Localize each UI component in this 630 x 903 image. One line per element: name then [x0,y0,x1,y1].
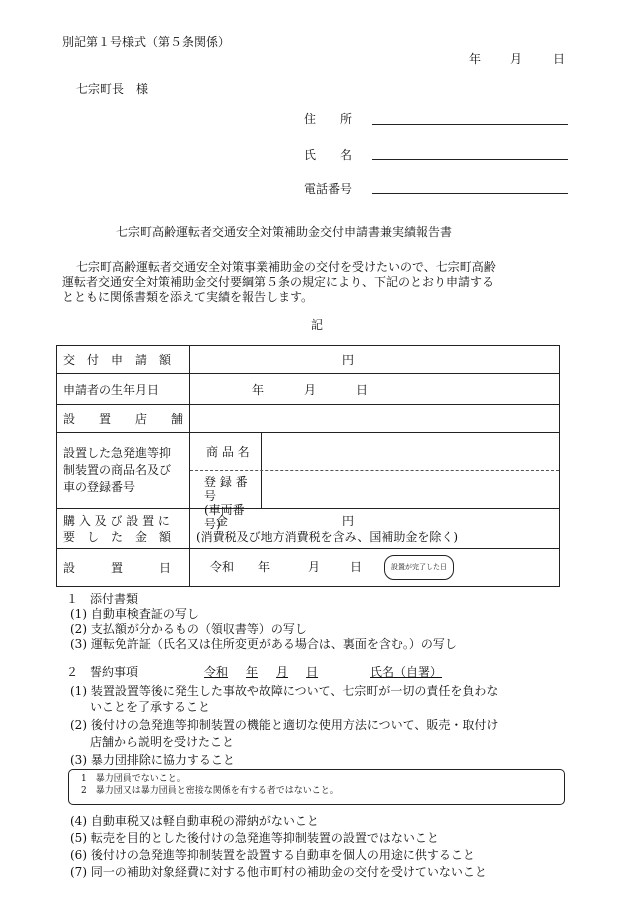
product-name-row [190,433,559,471]
address-label: 住 所 [304,112,353,126]
oath-item-1b: いことを了承すること [90,700,211,714]
birthdate-label: 申請者の生年月日 [57,374,190,405]
registration-label-line-1: 登 録 番 号 [204,475,248,503]
install-date-cell[interactable] [190,549,560,587]
oath-item-1a: (1) 装置設置等後に発生した事故や故障について、七宗町が一切の責任を負わな [70,684,499,698]
cost-label-line-2: 要 し た 金 額 [63,529,172,544]
attachment-item-2: (2) 支払額が分かるもの（領収書等）の写し [70,622,307,636]
table-row-install-date [57,549,560,587]
phone-label: 電話番号 [304,182,353,196]
cost-label [57,509,190,549]
form-label: 別記第１号様式（第５条関係） [62,35,231,49]
ki-label: 記 [311,318,324,332]
document-title: 七宗町高齢運転者交通安全対策補助金交付申請書兼実績報告書 [116,225,453,239]
intro-line-3: とともに関係書類を添えて実績を報告します。 [62,290,314,304]
product-name-field[interactable] [262,433,559,470]
registration-field[interactable] [262,471,559,508]
device-label [57,433,190,509]
device-cell [190,433,560,531]
oath-date-month: 月 [276,665,289,679]
oath-date-year: 年 [246,665,259,679]
amount-cell[interactable] [190,346,560,374]
oath-date-day: 日 [306,665,319,679]
table-row-birthdate [57,374,560,405]
oath-note-box [68,769,565,805]
store-cell[interactable] [190,405,560,433]
cost-unit: 円 [342,513,355,528]
table-row-store [57,405,560,433]
oath-note-1: 1 暴力団員でないこと。 [81,774,186,784]
install-month-label: 月 [308,560,321,574]
application-table [56,345,560,587]
device-label-line-1: 設置した急発進等抑 [63,446,172,460]
product-name-label: 商 品 名 [190,433,262,470]
intro-line-1: 七宗町高齢運転者交通安全対策事業補助金の交付を受けたいので、七宗町高齢 [76,260,496,274]
oath-date-era: 令和 [204,665,229,679]
attachments-heading: １ 添付書類 [66,592,139,606]
oath-item-2b: 店舗から説明を受けたこと [90,735,235,749]
cost-cell[interactable] [190,509,560,549]
registration-label [190,471,262,531]
phone-field[interactable] [372,193,568,194]
table-row-cost [57,509,560,549]
registration-row [190,471,559,531]
birth-day-label: 日 [356,382,369,397]
date-day-label: 日 [553,52,566,66]
address-field[interactable] [372,124,568,125]
device-label-line-3: 車の登録番号 [63,480,136,494]
birth-year-label: 年 [252,382,265,397]
birthdate-cell[interactable] [190,374,560,405]
addressee: 七宗町長 様 [76,82,149,96]
install-date-label: 設 置 日 [57,549,190,587]
store-label: 設 置 店 舗 [57,405,190,433]
oath-item-6: (6) 後付けの急発進等抑制装置を設置する自動車を個人の用途に供すること [70,848,475,862]
name-field[interactable] [372,159,568,160]
table-row-amount [57,346,560,374]
oath-item-7: (7) 同一の補助対象経費に対する他市町村の補助金の交付を受けていないこと [70,865,487,879]
install-day-label: 日 [350,560,363,574]
install-year-label: 年 [258,560,271,574]
birth-month-label: 月 [304,382,317,397]
cost-label-line-1: 購 入 及 び 設 置 に [63,513,170,528]
registration-label-line-2: (車両番号) [204,503,245,531]
oath-item-5: (5) 転売を目的とした後付けの急発進等抑制装置の設置ではないこと [70,831,439,845]
oath-note-2: 2 暴力団又は暴力団員と密接な関係を有する者ではないこと。 [81,786,339,796]
oath-heading: ２ 誓約事項 [66,665,139,679]
install-date-note-badge: 設置が完了した日 [384,555,454,580]
device-label-line-2: 制装置の商品名及び [63,463,172,477]
date-year-label: 年 [469,52,482,66]
oath-signature[interactable]: 氏名（自署） [370,665,443,679]
name-label: 氏 名 [304,148,353,162]
intro-line-2: 運転者交通安全対策補助金交付要綱第５条の規定により、下記のとおり申請する [62,275,495,289]
install-era: 令和 [210,560,235,574]
amount-label: 交 付 申 請 額 [57,346,190,374]
oath-item-3: (3) 暴力団排除に協力すること [70,753,235,767]
amount-unit: 円 [342,353,355,367]
oath-date[interactable] [204,663,318,680]
oath-item-4: (4) 自動車税又は軽自動車税の滞納がないこと [70,814,319,828]
oath-item-2a: (2) 後付けの急発進等抑制装置の機能と適切な使用方法について、販売・取付け [70,718,499,732]
attachment-item-1: (1) 自動車検査証の写し [70,607,199,621]
table-row-device [57,433,560,509]
cost-kin: 金 [216,513,229,528]
attachment-item-3: (3) 運転免許証（氏名又は住所変更がある場合は、裏面を含む。）の写し [70,637,457,651]
date-month-label: 月 [510,52,523,66]
cost-note: (消費税及び地方消費税を含み、国補助金を除く) [196,529,459,544]
